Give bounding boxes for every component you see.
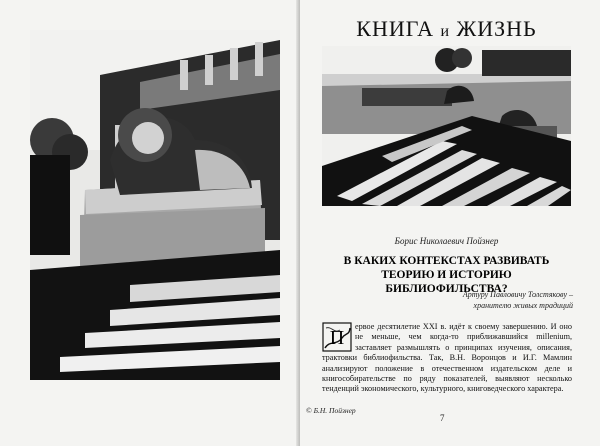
section-title-second: ЖИЗНЬ: [456, 16, 537, 41]
dedication-line: хранителю живых традиций: [473, 301, 573, 310]
dedication-line: Артуру Павловичу Толстякову –: [462, 290, 573, 299]
lion-statue-photo: [30, 30, 280, 380]
headline-line: ТЕОРИЮ И ИСТОРИЮ БИБЛИОФИЛЬСТВА?: [381, 269, 512, 295]
body-line: книгособирательстве по ряду показателей, выявляют несколько: [322, 374, 572, 384]
body-line: заставляет размышлять о принципах изучения, описания,: [355, 342, 572, 352]
copyright-note: © Б.Н. Пойзнер: [306, 406, 356, 415]
section-title-connector: и: [440, 23, 451, 40]
body-line: оно не меньше, чем когда-то приближавшийся millenium,: [355, 322, 572, 342]
dedication: [430, 289, 573, 311]
author-name: Борис Николаевич Пойзнер: [394, 236, 499, 246]
headline-line: В КАКИХ КОНТЕКСТАХ РАЗВИВАТЬ: [343, 255, 550, 267]
body-line: трактовки библиофильства. Так, В.Н. Воронцов и И.Г. Мамлин: [322, 353, 572, 363]
dropcap-ornament-icon: [322, 322, 352, 352]
section-title: [322, 16, 571, 42]
page-number: 7: [440, 413, 445, 423]
embankment-steps-photo: [322, 46, 571, 206]
section-title-first: КНИГА: [356, 16, 434, 41]
body-line: тенденций экономического, культурного, книговедческого характера.: [322, 384, 564, 394]
dropcap-letter: П: [329, 327, 345, 349]
article-body: [322, 322, 572, 395]
body-line: анализируют положение в отечественном издательском деле и: [322, 363, 572, 373]
body-line: ервое десятилетие XXI в. идёт к своему завершению. И: [355, 322, 557, 331]
